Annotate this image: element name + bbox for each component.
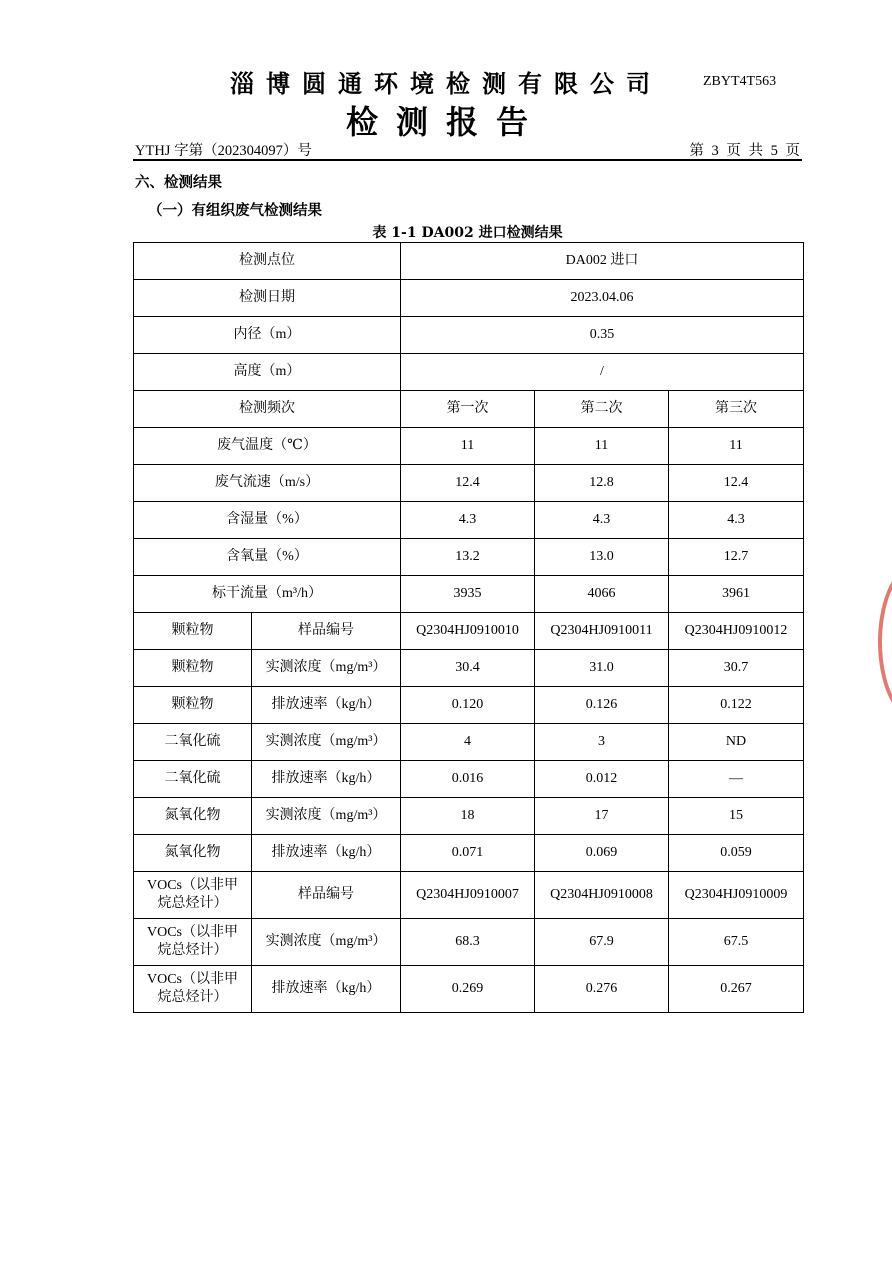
pollutant-value: 0.126 xyxy=(535,687,669,724)
pollutant-value: 0.016 xyxy=(401,761,535,798)
table-row xyxy=(134,539,804,576)
freq-header: 第二次 xyxy=(535,391,669,428)
freq-header: 第一次 xyxy=(401,391,535,428)
pollutant-value: 67.5 xyxy=(669,919,804,966)
report-code: ZBYT4T563 xyxy=(703,74,777,89)
param-value: 11 xyxy=(401,428,535,465)
info-value: DA002 进口 xyxy=(401,243,804,280)
seal-stamp xyxy=(878,562,892,722)
section-title: 六、检测结果 xyxy=(135,174,222,191)
subsection-title: （一）有组织废气检测结果 xyxy=(148,202,322,219)
page-info: 第 3 页 共 5 页 xyxy=(689,143,802,159)
voc-name-line2: 烷总烃计） xyxy=(157,990,228,1005)
param-value: 3961 xyxy=(669,576,804,613)
voc-name-line1: VOCs（以非甲 xyxy=(146,925,238,940)
table-row xyxy=(134,502,804,539)
param-value: 4066 xyxy=(535,576,669,613)
pollutant-item: 样品编号 xyxy=(252,872,401,919)
pollutant-value: 67.9 xyxy=(535,919,669,966)
table-row xyxy=(134,576,804,613)
pollutant-value: Q2304HJ0910011 xyxy=(535,613,669,650)
table-row xyxy=(134,243,804,280)
voc-name-line1: VOCs（以非甲 xyxy=(146,972,238,987)
table-row xyxy=(134,798,804,835)
voc-name-line1: VOCs（以非甲 xyxy=(146,878,238,893)
table-caption: 表 1-1 DA002 进口检测结果 xyxy=(372,225,563,241)
param-label: 含湿量（%） xyxy=(134,502,401,539)
pollutant-item: 排放速率（kg/h） xyxy=(252,761,401,798)
pollutant-name: 氮氧化物 xyxy=(134,798,252,835)
pollutant-value: 3 xyxy=(535,724,669,761)
table-row xyxy=(134,835,804,872)
table-row xyxy=(134,919,804,966)
param-value: 12.8 xyxy=(535,465,669,502)
param-value: 11 xyxy=(669,428,804,465)
pollutant-value: 0.059 xyxy=(669,835,804,872)
voc-pollutant-name xyxy=(134,966,252,1013)
table-row xyxy=(134,966,804,1013)
pollutant-value: 0.267 xyxy=(669,966,804,1013)
pollutant-value: 0.276 xyxy=(535,966,669,1013)
table-row xyxy=(134,428,804,465)
param-label: 废气温度（℃） xyxy=(134,428,401,465)
table-row xyxy=(134,391,804,428)
pollutant-item: 实测浓度（mg/m³） xyxy=(252,798,401,835)
results-table xyxy=(133,242,804,1013)
param-value: 13.2 xyxy=(401,539,535,576)
pollutant-value: 0.069 xyxy=(535,835,669,872)
info-value: 2023.04.06 xyxy=(401,280,804,317)
table-row xyxy=(134,280,804,317)
pollutant-item: 排放速率（kg/h） xyxy=(252,966,401,1013)
pollutant-value: ND xyxy=(669,724,804,761)
info-label: 检测点位 xyxy=(134,243,401,280)
param-value: 12.4 xyxy=(401,465,535,502)
pollutant-value: 18 xyxy=(401,798,535,835)
param-value: 4.3 xyxy=(669,502,804,539)
pollutant-item: 排放速率（kg/h） xyxy=(252,835,401,872)
param-value: 12.4 xyxy=(669,465,804,502)
param-label: 含氧量（%） xyxy=(134,539,401,576)
pollutant-item: 样品编号 xyxy=(252,613,401,650)
param-label: 废气流速（m/s） xyxy=(134,465,401,502)
pollutant-value: — xyxy=(669,761,804,798)
info-label: 高度（m） xyxy=(134,354,401,391)
table-row xyxy=(134,724,804,761)
freq-label: 检测频次 xyxy=(134,391,401,428)
table-row xyxy=(134,465,804,502)
pollutant-value: Q2304HJ0910007 xyxy=(401,872,535,919)
table-row xyxy=(134,872,804,919)
company-name: 淄博圆通环境检测有限公司 xyxy=(230,69,662,98)
pollutant-value: 15 xyxy=(669,798,804,835)
pollutant-value: 30.7 xyxy=(669,650,804,687)
info-value: 0.35 xyxy=(401,317,804,354)
pollutant-value: Q2304HJ0910012 xyxy=(669,613,804,650)
info-label: 内径（m） xyxy=(134,317,401,354)
voc-name-line2: 烷总烃计） xyxy=(157,943,228,958)
param-value: 3935 xyxy=(401,576,535,613)
pollutant-name: 氮氧化物 xyxy=(134,835,252,872)
freq-header: 第三次 xyxy=(669,391,804,428)
pollutant-name: 二氧化硫 xyxy=(134,724,252,761)
pollutant-value: 31.0 xyxy=(535,650,669,687)
pollutant-item: 实测浓度（mg/m³） xyxy=(252,650,401,687)
voc-name-line2: 烷总烃计） xyxy=(157,896,228,911)
pollutant-item: 排放速率（kg/h） xyxy=(252,687,401,724)
pollutant-value: 0.269 xyxy=(401,966,535,1013)
pollutant-value: Q2304HJ0910010 xyxy=(401,613,535,650)
pollutant-value: Q2304HJ0910009 xyxy=(669,872,804,919)
pollutant-value: 0.120 xyxy=(401,687,535,724)
pollutant-name: 颗粒物 xyxy=(134,687,252,724)
table-row xyxy=(134,687,804,724)
table-row xyxy=(134,761,804,798)
param-label: 标干流量（m³/h） xyxy=(134,576,401,613)
pollutant-value: 0.071 xyxy=(401,835,535,872)
param-value: 4.3 xyxy=(535,502,669,539)
pollutant-value: 0.012 xyxy=(535,761,669,798)
pollutant-item: 实测浓度（mg/m³） xyxy=(252,919,401,966)
pollutant-value: 17 xyxy=(535,798,669,835)
voc-pollutant-name xyxy=(134,919,252,966)
param-value: 12.7 xyxy=(669,539,804,576)
pollutant-value: 4 xyxy=(401,724,535,761)
info-value: / xyxy=(401,354,804,391)
pollutant-value: 68.3 xyxy=(401,919,535,966)
pollutant-name: 颗粒物 xyxy=(134,650,252,687)
report-number: YTHJ 字第（202304097）号 xyxy=(135,143,312,159)
pollutant-name: 二氧化硫 xyxy=(134,761,252,798)
report-title: 检测报告 xyxy=(345,103,546,141)
pollutant-value: 0.122 xyxy=(669,687,804,724)
table-row xyxy=(134,354,804,391)
info-label: 检测日期 xyxy=(134,280,401,317)
table-row xyxy=(134,317,804,354)
param-value: 11 xyxy=(535,428,669,465)
pollutant-item: 实测浓度（mg/m³） xyxy=(252,724,401,761)
table-row xyxy=(134,613,804,650)
param-value: 4.3 xyxy=(401,502,535,539)
param-value: 13.0 xyxy=(535,539,669,576)
header-divider xyxy=(133,159,802,161)
pollutant-value: Q2304HJ0910008 xyxy=(535,872,669,919)
pollutant-value: 30.4 xyxy=(401,650,535,687)
pollutant-name: 颗粒物 xyxy=(134,613,252,650)
table-row xyxy=(134,650,804,687)
voc-pollutant-name xyxy=(134,872,252,919)
